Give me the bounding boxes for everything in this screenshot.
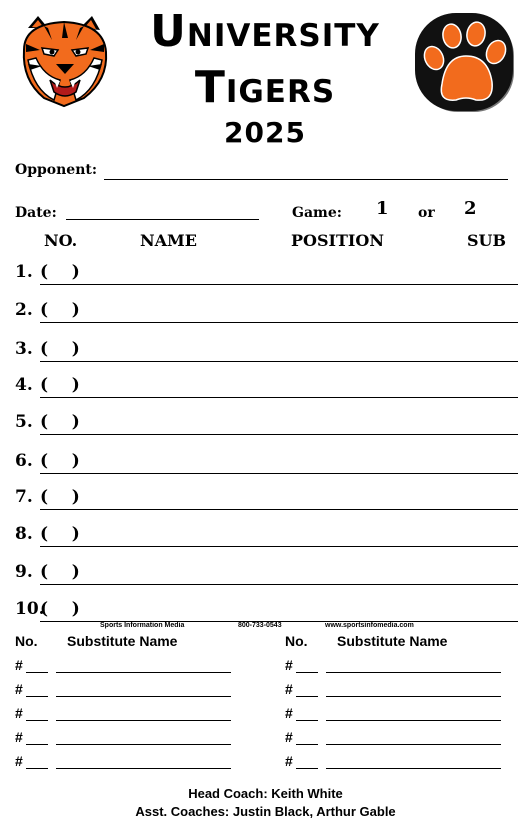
row-jersey-number-field[interactable]: ( ) <box>40 262 80 282</box>
row-number: 5. <box>15 412 33 432</box>
year-label: 2025 <box>224 116 306 149</box>
sub-name-field[interactable] <box>326 685 501 697</box>
company-website: www.sportsinfomedia.com <box>325 622 414 629</box>
paw-print-icon <box>412 10 518 116</box>
sub-number-field[interactable] <box>26 709 48 721</box>
row-entry-line[interactable] <box>40 397 518 398</box>
row-entry-line[interactable] <box>40 361 518 362</box>
row-jersey-number-field[interactable]: ( ) <box>40 339 80 359</box>
sub-name-field[interactable] <box>326 709 501 721</box>
game-option-2[interactable]: 2 <box>464 198 477 219</box>
title-line-1: University <box>150 6 380 57</box>
row-jersey-number-field[interactable]: ( ) <box>40 300 80 320</box>
game-or-label: or <box>418 205 435 221</box>
sub-hash-label: # <box>15 753 23 769</box>
row-number: 4. <box>15 375 33 395</box>
sub-name-label-left: Substitute Name <box>67 633 178 649</box>
sub-hash-label: # <box>285 753 293 769</box>
row-jersey-number-field[interactable]: ( ) <box>40 375 80 395</box>
row-entry-line[interactable] <box>40 434 518 435</box>
row-jersey-number-field[interactable]: ( ) <box>40 599 80 619</box>
sub-hash-label: # <box>285 729 293 745</box>
row-entry-line[interactable] <box>40 509 518 510</box>
opponent-field[interactable] <box>104 164 508 180</box>
head-coach: Head Coach: Keith White <box>188 786 343 801</box>
column-header-position: POSITION <box>291 231 384 250</box>
date-field[interactable] <box>66 205 259 220</box>
row-entry-line[interactable] <box>40 284 518 285</box>
sub-no-label-left: No. <box>15 633 38 649</box>
sub-no-label-right: No. <box>285 633 308 649</box>
row-jersey-number-field[interactable]: ( ) <box>40 524 80 544</box>
row-number: 8. <box>15 524 33 544</box>
sub-number-field[interactable] <box>26 685 48 697</box>
row-jersey-number-field[interactable]: ( ) <box>40 562 80 582</box>
column-header-sub: SUB <box>467 231 507 250</box>
sub-name-label-right: Substitute Name <box>337 633 448 649</box>
row-entry-line[interactable] <box>40 546 518 547</box>
row-number: 7. <box>15 487 33 507</box>
sub-number-field[interactable] <box>296 685 318 697</box>
sub-name-field[interactable] <box>56 757 231 769</box>
game-option-1[interactable]: 1 <box>376 198 389 219</box>
date-label: Date: <box>15 205 57 221</box>
sub-name-field[interactable] <box>326 757 501 769</box>
row-jersey-number-field[interactable]: ( ) <box>40 451 80 471</box>
opponent-label: Opponent: <box>15 162 98 178</box>
sub-hash-label: # <box>15 705 23 721</box>
row-entry-line[interactable] <box>40 584 518 585</box>
row-jersey-number-field[interactable]: ( ) <box>40 487 80 507</box>
sub-hash-label: # <box>15 729 23 745</box>
row-number: 9. <box>15 562 33 582</box>
sub-number-field[interactable] <box>26 757 48 769</box>
row-number: 10. <box>15 599 45 619</box>
column-header-no: NO. <box>44 231 78 250</box>
row-entry-line[interactable] <box>40 322 518 323</box>
sub-name-field[interactable] <box>326 661 501 673</box>
column-header-name: NAME <box>140 231 197 250</box>
row-number: 3. <box>15 339 33 359</box>
sub-name-field[interactable] <box>56 661 231 673</box>
sub-hash-label: # <box>285 657 293 673</box>
assistant-coaches: Asst. Coaches: Justin Black, Arthur Gable <box>135 804 396 819</box>
sub-hash-label: # <box>15 681 23 697</box>
sub-number-field[interactable] <box>26 733 48 745</box>
sub-number-field[interactable] <box>296 757 318 769</box>
sub-number-field[interactable] <box>296 733 318 745</box>
company-phone: 800-733-0543 <box>238 622 282 629</box>
sub-number-field[interactable] <box>26 661 48 673</box>
sub-name-field[interactable] <box>56 733 231 745</box>
tiger-head-icon <box>14 10 114 110</box>
sub-hash-label: # <box>15 657 23 673</box>
sub-number-field[interactable] <box>296 661 318 673</box>
row-entry-line[interactable] <box>40 473 518 474</box>
game-label: Game: <box>292 205 342 221</box>
row-number: 6. <box>15 451 33 471</box>
sub-name-field[interactable] <box>56 685 231 697</box>
title-line-2: Tigers <box>194 62 336 113</box>
company-name: Sports Information Media <box>100 622 185 629</box>
sub-number-field[interactable] <box>296 709 318 721</box>
row-number: 1. <box>15 262 33 282</box>
sub-hash-label: # <box>285 681 293 697</box>
sub-name-field[interactable] <box>326 733 501 745</box>
sub-name-field[interactable] <box>56 709 231 721</box>
row-number: 2. <box>15 300 33 320</box>
row-jersey-number-field[interactable]: ( ) <box>40 412 80 432</box>
sub-hash-label: # <box>285 705 293 721</box>
